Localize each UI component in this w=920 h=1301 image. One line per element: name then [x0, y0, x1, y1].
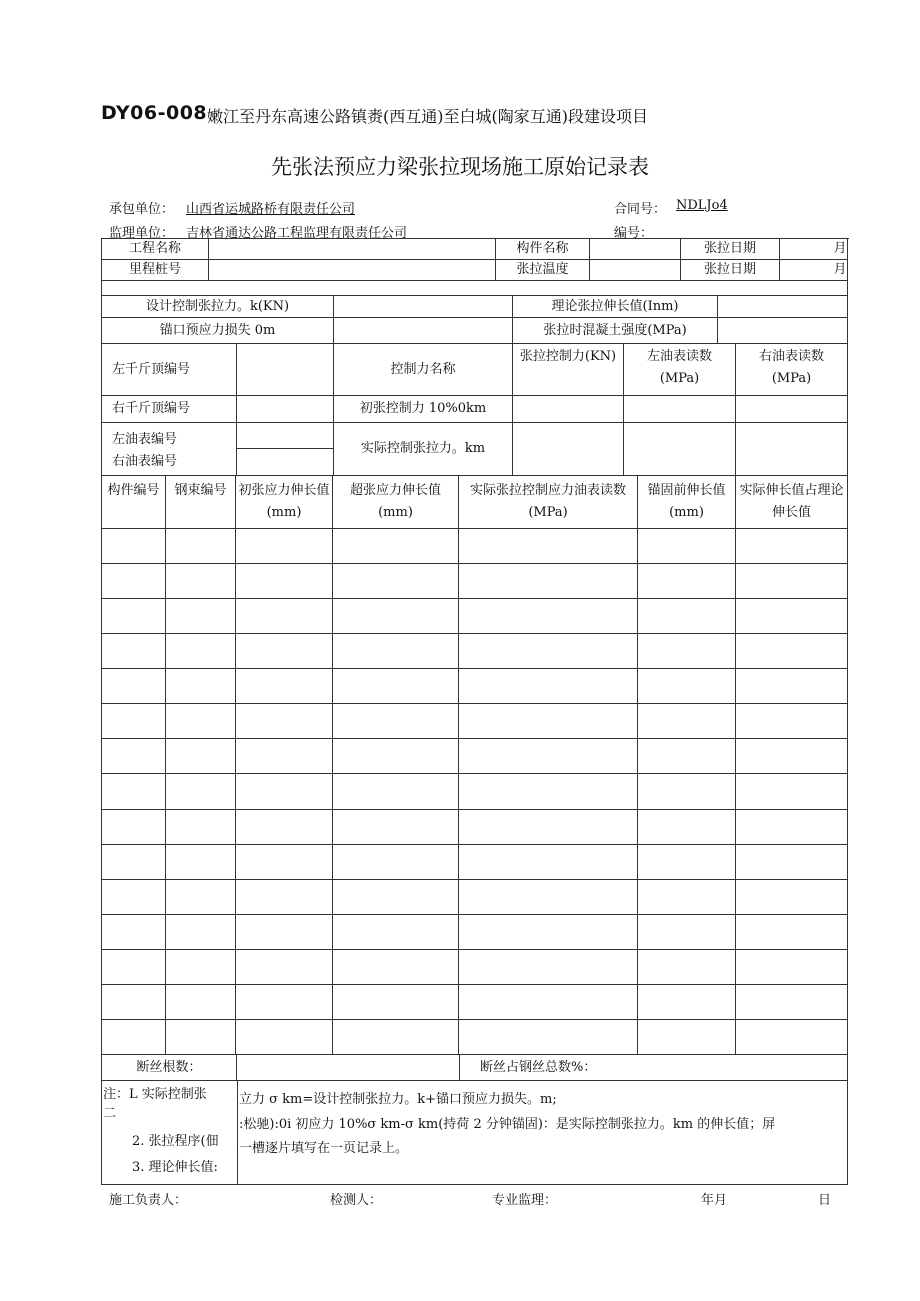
table-cell[interactable] [166, 634, 236, 669]
table-cell[interactable] [736, 950, 848, 985]
table-cell[interactable] [236, 704, 333, 739]
right-jack-label: 右千斤顶编号 [102, 396, 237, 423]
note-right-3: 一槽逐片填写在一页记录上。 [239, 1141, 409, 1156]
tension-temp-value[interactable] [590, 260, 681, 281]
table-cell[interactable] [333, 774, 459, 809]
table-cell[interactable] [638, 1020, 736, 1055]
table-cell[interactable] [166, 774, 236, 809]
right-gauge-no-label: 右油表编号 [102, 449, 237, 476]
project-name-value[interactable] [209, 239, 496, 260]
record-table [101, 476, 849, 1055]
table-cell[interactable] [736, 845, 848, 880]
tension-control-force-header: 张拉控制力(KN) [513, 344, 624, 396]
table-cell[interactable] [236, 774, 333, 809]
table-cell[interactable] [638, 739, 736, 774]
tension-date-label: 张拉日期 [681, 239, 780, 260]
table-cell[interactable] [333, 599, 459, 634]
supervisor-label: 监理单位： [109, 226, 175, 241]
table-cell[interactable] [638, 564, 736, 599]
table-cell[interactable] [459, 880, 638, 915]
table-cell[interactable] [102, 845, 166, 880]
inspector-label: 检测人： [330, 1193, 383, 1208]
table-cell[interactable] [102, 915, 166, 950]
design-force-label: 设计控制张拉力。k(KN) [102, 296, 334, 318]
table-cell[interactable] [236, 634, 333, 669]
table-cell[interactable] [236, 599, 333, 634]
table-cell[interactable] [102, 950, 166, 985]
table-cell[interactable] [166, 880, 236, 915]
component-name-label: 构件名称 [496, 239, 590, 260]
table-cell[interactable] [236, 915, 333, 950]
initial-right-reading-value[interactable] [736, 396, 848, 423]
table-cell[interactable] [166, 985, 236, 1020]
broken-ratio-label: 断丝占钢丝总数%： [460, 1055, 848, 1081]
table-cell[interactable] [236, 529, 333, 564]
left-gauge-no-value[interactable] [237, 423, 334, 449]
table-cell[interactable] [736, 985, 848, 1020]
table-cell[interactable] [736, 669, 848, 704]
table-cell[interactable] [166, 529, 236, 564]
table-cell[interactable] [459, 810, 638, 845]
project-title: 嫩江至丹东高速公路镇赉(西互通)至白城(陶家互通)段建设项目 [207, 107, 648, 126]
table-cell[interactable] [736, 915, 848, 950]
column-header: 实际伸长值占理论伸长值 [736, 476, 848, 529]
supervisor-value: 吉林省通达公路工程监理有限责任公司 [186, 226, 408, 241]
table-cell[interactable] [459, 845, 638, 880]
table-cell[interactable] [236, 810, 333, 845]
table-cell[interactable] [333, 810, 459, 845]
contractor-label: 承包单位： [109, 202, 175, 217]
note-left-3: 2. 张拉程序(佃 [132, 1134, 219, 1149]
control-force-name-header: 控制力名称 [334, 344, 513, 396]
table-cell[interactable] [638, 599, 736, 634]
table-cell[interactable] [736, 810, 848, 845]
table-cell[interactable] [638, 810, 736, 845]
left-gauge-no-label: 左油表编号 [102, 423, 237, 449]
table-cell[interactable] [102, 774, 166, 809]
table-cell[interactable] [638, 634, 736, 669]
table-cell[interactable] [333, 669, 459, 704]
table-cell[interactable] [459, 704, 638, 739]
theory-elong-value[interactable] [718, 296, 848, 318]
initial-left-reading-value[interactable] [624, 396, 736, 423]
table-cell[interactable] [638, 880, 736, 915]
initial-control-label: 初张控制力 10%0km [334, 396, 513, 423]
table-cell[interactable] [166, 915, 236, 950]
table-cell[interactable] [459, 739, 638, 774]
right-gauge-reading-header: 右油表读数(MPa) [736, 344, 848, 396]
table-cell[interactable] [333, 915, 459, 950]
day-label: 日 [818, 1193, 832, 1208]
table-cell[interactable] [102, 985, 166, 1020]
serial-label: 编号： [614, 226, 654, 241]
actual-left-reading-value[interactable] [624, 423, 736, 476]
broken-count-label: 断丝根数： [102, 1055, 237, 1081]
table-cell[interactable] [102, 704, 166, 739]
table-cell[interactable] [102, 564, 166, 599]
component-name-value[interactable] [590, 239, 681, 260]
contractor-value: 山西省运城路桥有限责任公司 [186, 202, 356, 217]
tension-temp-label: 张拉温度 [496, 260, 590, 281]
page-title: 先张法预应力梁张拉现场施工原始记录表 [271, 155, 649, 179]
table-cell[interactable] [459, 774, 638, 809]
construction-lead-label: 施工负责人： [109, 1193, 188, 1208]
table-cell[interactable] [102, 739, 166, 774]
table-cell[interactable] [166, 810, 236, 845]
table-cell[interactable] [333, 564, 459, 599]
broken-count-value[interactable] [237, 1055, 460, 1081]
table-cell[interactable] [736, 564, 848, 599]
column-header: 实际张拉控制应力油表读数(MPa) [459, 476, 638, 529]
table-cell[interactable] [166, 599, 236, 634]
table-cell[interactable] [638, 774, 736, 809]
table-cell[interactable] [166, 564, 236, 599]
concrete-strength-value[interactable] [718, 318, 848, 344]
column-header: 初张应力伸长值(mm) [236, 476, 333, 529]
table-cell[interactable] [638, 529, 736, 564]
concrete-strength-label: 张拉时混凝土强度(MPa) [513, 318, 718, 344]
station-label: 里程桩号 [102, 260, 209, 281]
table-cell[interactable] [459, 1020, 638, 1055]
doc-code: DY06-008 [101, 102, 208, 124]
table-cell[interactable] [459, 669, 638, 704]
table-cell[interactable] [459, 915, 638, 950]
table-cell[interactable] [333, 704, 459, 739]
tension-date-value-2[interactable]: 月 [780, 260, 848, 281]
spacer-row [102, 281, 848, 296]
table-cell[interactable] [736, 704, 848, 739]
supervisor-signoff-label: 专业监理： [492, 1193, 558, 1208]
station-value[interactable] [209, 260, 496, 281]
table-cell[interactable] [638, 950, 736, 985]
project-name-label: 工程名称 [102, 239, 209, 260]
table-cell[interactable] [102, 880, 166, 915]
table-cell[interactable] [166, 669, 236, 704]
table-cell[interactable] [102, 669, 166, 704]
table-cell[interactable] [333, 950, 459, 985]
actual-control-force-value[interactable] [513, 423, 624, 476]
table-cell[interactable] [459, 985, 638, 1020]
table-cell[interactable] [102, 529, 166, 564]
table-cell[interactable] [333, 634, 459, 669]
left-jack-label: 左千斤顶编号 [102, 344, 237, 396]
column-header: 锚固前伸长值(mm) [638, 476, 736, 529]
table-cell[interactable] [736, 599, 848, 634]
column-header: 构件编号 [102, 476, 166, 529]
table-cell[interactable] [236, 669, 333, 704]
table-cell[interactable] [236, 985, 333, 1020]
left-jack-value[interactable] [237, 344, 334, 396]
table-cell[interactable] [166, 704, 236, 739]
tension-date-label-2: 张拉日期 [681, 260, 780, 281]
theory-elong-label: 理论张拉伸长值(Inm) [513, 296, 718, 318]
table-cell[interactable] [333, 529, 459, 564]
table-cell[interactable] [236, 950, 333, 985]
table-cell[interactable] [638, 669, 736, 704]
year-month-label: 年月 [701, 1193, 728, 1208]
note-left-1: 注：L 实际控制张 [103, 1087, 207, 1102]
table-cell[interactable] [102, 810, 166, 845]
anchor-loss-value[interactable] [334, 318, 513, 344]
table-cell[interactable] [166, 1020, 236, 1055]
table-cell[interactable] [236, 845, 333, 880]
table-cell[interactable] [166, 739, 236, 774]
actual-control-label: 实际控制张拉力。km [334, 423, 513, 476]
table-cell[interactable] [638, 915, 736, 950]
table-cell[interactable] [102, 634, 166, 669]
summary-row [101, 1055, 849, 1081]
note-right-1: 立力 σ km=设计控制张拉力。k+锚口预应力损失。m; [239, 1092, 557, 1107]
right-gauge-no-value[interactable] [237, 449, 334, 476]
contract-no-value: NDLJo4 [676, 198, 728, 213]
table-cell[interactable] [638, 985, 736, 1020]
contract-no-label: 合同号： [614, 202, 667, 217]
note-left-4: 3. 理论伸长值: [132, 1160, 218, 1175]
table-cell[interactable] [166, 845, 236, 880]
column-header: 超张应力伸长值(mm) [333, 476, 459, 529]
table-cell[interactable] [736, 634, 848, 669]
upper-table [101, 238, 849, 477]
table-cell[interactable] [736, 1020, 848, 1055]
actual-right-reading-value[interactable] [736, 423, 848, 476]
right-jack-value[interactable] [237, 396, 334, 423]
table-cell[interactable] [459, 950, 638, 985]
notes-left [102, 1080, 238, 1184]
table-cell[interactable] [102, 1020, 166, 1055]
table-cell[interactable] [459, 599, 638, 634]
table-cell[interactable] [166, 950, 236, 985]
table-cell[interactable] [638, 704, 736, 739]
table-cell[interactable] [333, 739, 459, 774]
table-cell[interactable] [333, 985, 459, 1020]
table-cell[interactable] [236, 880, 333, 915]
table-cell[interactable] [333, 1020, 459, 1055]
column-header: 钢束编号 [166, 476, 236, 529]
table-cell[interactable] [236, 739, 333, 774]
table-cell[interactable] [333, 845, 459, 880]
table-cell[interactable] [236, 1020, 333, 1055]
table-cell[interactable] [102, 599, 166, 634]
table-cell[interactable] [736, 774, 848, 809]
table-cell[interactable] [736, 529, 848, 564]
tension-date-value[interactable]: 月 [780, 239, 848, 260]
table-cell[interactable] [459, 634, 638, 669]
note-left-2: 二 [103, 1106, 117, 1121]
table-cell[interactable] [459, 529, 638, 564]
table-cell[interactable] [333, 880, 459, 915]
table-cell[interactable] [236, 564, 333, 599]
notes-area [101, 1080, 848, 1185]
design-force-value[interactable] [334, 296, 513, 318]
table-cell[interactable] [638, 845, 736, 880]
initial-control-force-value[interactable] [513, 396, 624, 423]
left-gauge-reading-header: 左油表读数(MPa) [624, 344, 736, 396]
table-cell[interactable] [736, 880, 848, 915]
table-cell[interactable] [459, 564, 638, 599]
anchor-loss-label: 锚口预应力损失 0m [102, 318, 334, 344]
table-cell[interactable] [736, 739, 848, 774]
note-right-2: :松驰):0i 初应力 10%σ km-σ km(持荷 2 分钟锚固)：是实际控制张拉力。km 的伸长值；屏 [239, 1117, 776, 1132]
